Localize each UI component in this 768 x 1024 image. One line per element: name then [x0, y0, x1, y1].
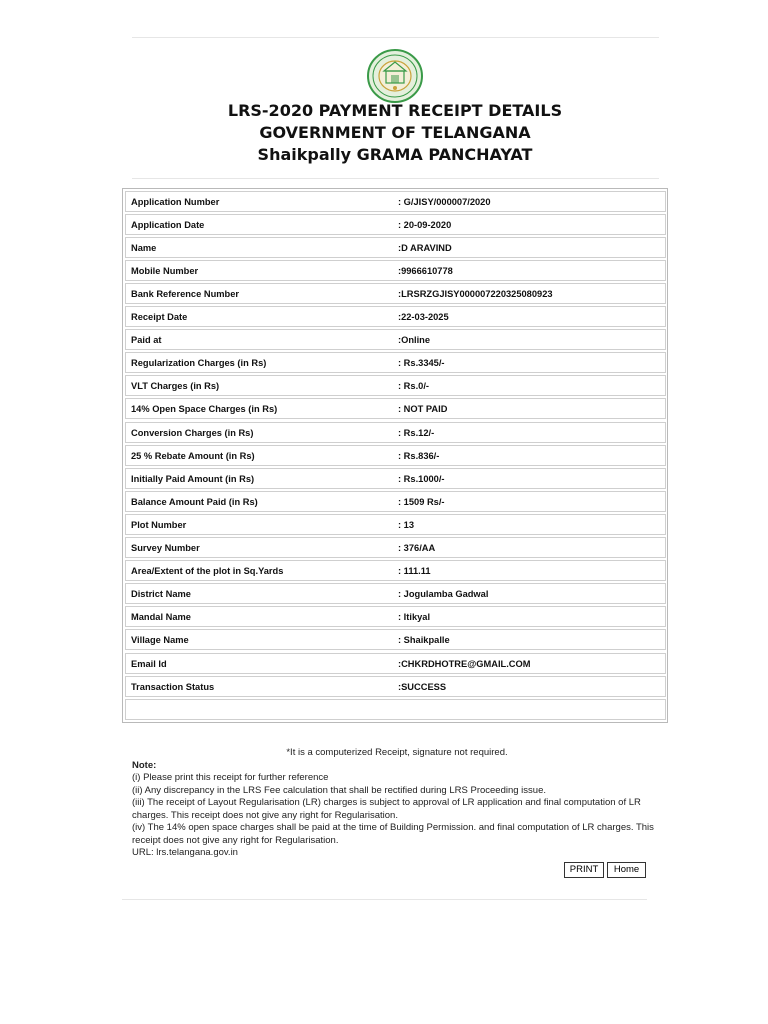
field-label: Mandal Name	[131, 612, 191, 622]
note-item: (i) Please print this receipt for further reference	[132, 772, 329, 783]
field-label: District Name	[131, 589, 191, 599]
field-label: Bank Reference Number	[131, 289, 239, 299]
field-label: Conversion Charges (in Rs)	[131, 428, 254, 438]
field-value: : Rs.1000/-	[398, 474, 445, 484]
table-row	[125, 260, 666, 281]
field-value: : G/JISY/000007/2020	[398, 197, 491, 207]
print-button[interactable]: PRINT	[564, 862, 604, 878]
field-label: Paid at	[131, 335, 162, 345]
receipt-notes	[132, 747, 662, 860]
table-row	[125, 375, 666, 396]
field-label: Plot Number	[131, 520, 187, 530]
table-row	[125, 676, 666, 697]
field-value: : 1509 Rs/-	[398, 497, 445, 507]
note-item: (iv) The 14% open space charges shall be paid at the time of Building Permission. and final computation of LR charges. This receipt does not give any right for Regularisation.	[132, 822, 654, 846]
field-value: :D ARAVIND	[398, 243, 452, 253]
field-label: Initially Paid Amount (in Rs)	[131, 474, 255, 484]
table-row	[125, 514, 666, 535]
top-divider	[132, 37, 659, 38]
note-heading: Note:	[132, 759, 157, 771]
government-name: GOVERNMENT OF TELANGANA	[259, 123, 531, 142]
field-value: : Jogulamba Gadwal	[398, 589, 489, 599]
home-button[interactable]: Home	[607, 862, 646, 878]
table-row	[125, 491, 666, 512]
field-value: :22-03-2025	[398, 312, 449, 322]
table-row	[125, 537, 666, 558]
header-divider	[132, 178, 659, 179]
table-row	[125, 560, 666, 581]
field-label: Mobile Number	[131, 266, 199, 276]
empty-table-row	[125, 699, 666, 720]
note-item: (iii) The receipt of Layout Regularisation (LR) charges is subject to approval of LR application and final computation of LR charges. This receipt does not give any right for Regularisation.	[132, 797, 641, 821]
field-label: 14% Open Space Charges (in Rs)	[131, 404, 278, 414]
table-row	[125, 191, 666, 212]
table-row	[125, 214, 666, 235]
table-row	[125, 653, 666, 674]
telangana-emblem-icon	[367, 49, 423, 103]
field-label: Area/Extent of the plot in Sq.Yards	[131, 566, 284, 576]
field-label: Village Name	[131, 635, 189, 645]
field-label: Application Date	[131, 220, 205, 230]
receipt-header	[0, 100, 768, 166]
field-label: Survey Number	[131, 543, 200, 553]
field-value: :LRSRZGJISY000007220325080923	[398, 289, 553, 299]
field-label: Name	[131, 243, 157, 253]
field-value: : 111.11	[398, 566, 431, 576]
table-row	[125, 329, 666, 350]
field-value: : Rs.836/-	[398, 451, 440, 461]
field-label: Regularization Charges (in Rs)	[131, 358, 267, 368]
field-value: : NOT PAID	[398, 404, 448, 414]
computerized-receipt-note: *It is a computerized Receipt, signature not required.	[286, 747, 508, 758]
field-value: : Shaikpalle	[398, 635, 450, 645]
receipt-title: LRS-2020 PAYMENT RECEIPT DETAILS	[227, 101, 563, 120]
field-value: :Online	[398, 335, 431, 345]
table-row	[125, 606, 666, 627]
table-row	[125, 283, 666, 304]
field-value: : 13	[398, 520, 415, 530]
field-value: : Rs.3345/-	[398, 358, 445, 368]
panchayat-name: Shaikpally GRAMA PANCHAYAT	[257, 145, 533, 164]
field-value: : Rs.12/-	[398, 428, 435, 438]
table-row	[125, 306, 666, 327]
url-text: URL: lrs.telangana.gov.in	[132, 847, 238, 858]
field-value: : 376/AA	[398, 543, 436, 553]
field-label: Application Number	[131, 197, 220, 207]
field-label: Transaction Status	[131, 682, 215, 692]
field-value: :SUCCESS	[398, 682, 447, 692]
table-row	[125, 468, 666, 489]
field-label: 25 % Rebate Amount (in Rs)	[131, 451, 255, 461]
field-value: :9966610778	[398, 266, 453, 276]
table-row	[125, 352, 666, 373]
field-label: Receipt Date	[131, 312, 188, 322]
field-label: VLT Charges (in Rs)	[131, 381, 220, 391]
field-label: Email Id	[131, 659, 167, 669]
field-value: : Itikyal	[398, 612, 431, 622]
table-row	[125, 445, 666, 466]
note-item: (ii) Any discrepancy in the LRS Fee calculation that shall be rectified during LRS Proceeding issue.	[132, 784, 546, 796]
field-value: :CHKRDHOTRE@GMAIL.COM	[398, 659, 531, 669]
field-label: Balance Amount Paid (in Rs)	[131, 497, 258, 507]
table-row	[125, 237, 666, 258]
table-row	[125, 629, 666, 650]
table-row	[125, 422, 666, 443]
field-value: : Rs.0/-	[398, 381, 429, 391]
table-row	[125, 583, 666, 604]
field-value: : 20-09-2020	[398, 220, 452, 230]
receipt-details-table	[122, 188, 668, 723]
bottom-divider	[122, 899, 647, 900]
table-row	[125, 398, 666, 419]
